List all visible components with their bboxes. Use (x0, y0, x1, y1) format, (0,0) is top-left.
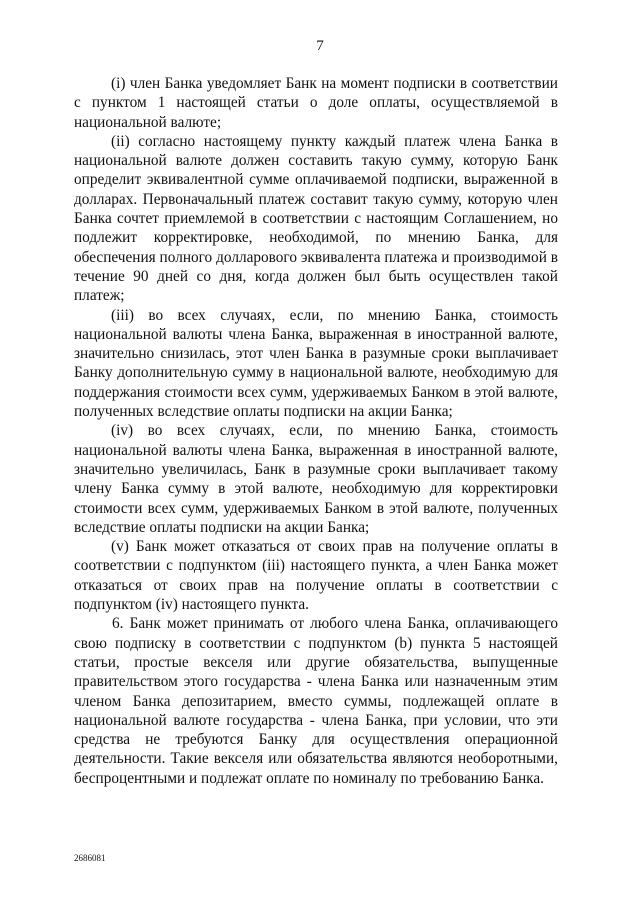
paragraph-subitem-i: (i) член Банка уведомляет Банк на момент подписки в соответствии с пунктом 1 настоящей статьи о доле оплаты, осуществляемой в национальной валюте; (74, 75, 558, 131)
document-code: 2686081 (74, 853, 106, 863)
paragraph-subitem-iii: (iii) во всех случаях, если, по мнению Банка, стоимость национальной валюты члена Банка, выраженная в иностранной валюте, значительно снизилась, этот член Банка в разумные сроки выплачивает Банку дополнительную сумму в национальной валюте, необходимую для поддержания стоимости всех сумм, удерживаемых Банком в этой валюте, полученных вследствие оплаты подписки на акции Банка; (74, 306, 558, 421)
paragraph-subitem-iv: (iv) во всех случаях, если, по мнению Банка, стоимость национальной валюты члена Банка, выраженная в иностранной валюте, значительно увеличилась, Банк в разумные сроки выплачивает такому члену Банка сумму в этой валюте, необходимую для корректировки стоимости всех сумм, удерживаемых Банком в этой валюте, полученных вследствие оплаты подписки на акции Банка; (74, 422, 558, 536)
paragraph-clause-6: 6. Банк может принимать от любого члена Банка, оплачивающего свою подписку в соответствии с подпунктом (b) пункта 5 настоящей статьи, простые векселя или другие обязательства, выпущенные правительством этого государства - члена Банка или назначенным этим членом Банка депозитарием, вместо суммы, подлежащей оплате в национальной валюте государства - члена Банка, при условии, что эти средства не требуются Банку для осуществления операционной деятельности. Такие векселя или обязательства являются необоротными, беспроцентными и подлежат оплате по номиналу по требованию Банка. (74, 615, 558, 787)
paragraph-subitem-ii: (ii) согласно настоящему пункту каждый платеж члена Банка в национальной валюте должен составить такую сумму, которую Банк определит эквивалентной сумме оплачиваемой подписки, выраженной в долларах. Первоначальный платеж составит такую сумму, которую член Банка сочтет приемлемой в соответствии с настоящим Соглашением, но подлежит корректировке, необходимой, по мнению Банка, для обеспечения полного долларового эквивалента платежа и производимой в течение 90 дней со дня, когда должен был быть осуществлен такой платеж; (74, 132, 558, 305)
paragraph-subitem-v: (v) Банк может отказаться от своих прав на получение оплаты в соответствии с подпунктом (iii) настоящего пункта, а член Банка может отказаться от своих прав на получение оплаты в соответствии с подпунктом (iv) настоящего пункта. (74, 538, 558, 614)
page-number: 7 (316, 38, 324, 54)
document-body (74, 74, 558, 788)
